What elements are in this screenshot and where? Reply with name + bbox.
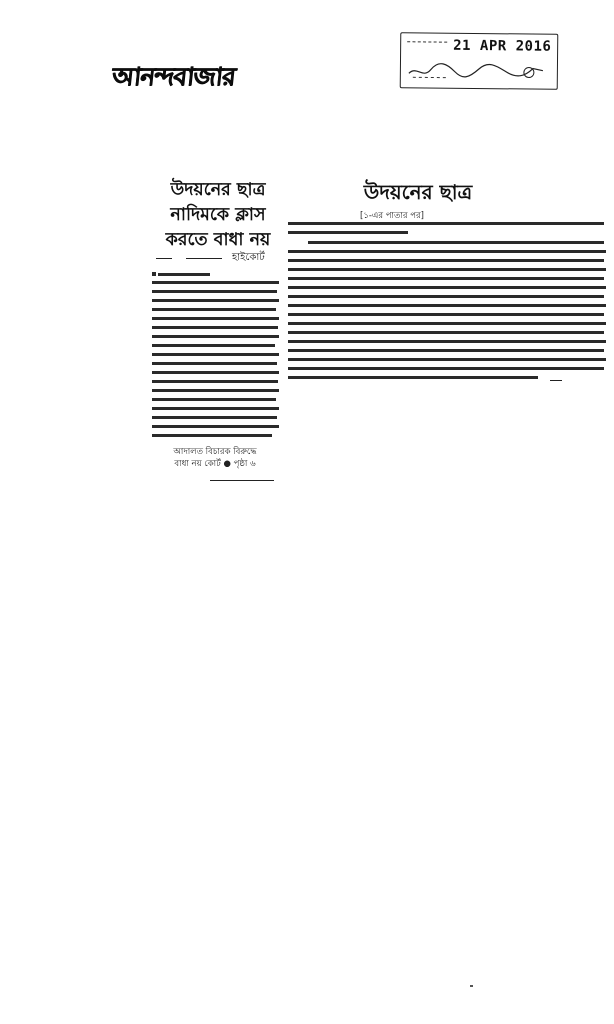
date-stamp (400, 32, 559, 90)
left-clipping-headline (150, 178, 286, 253)
stamp-dashes (407, 41, 447, 42)
footer-line: বাধা নয় কোর্ট ● পৃষ্ঠা ৬ (174, 459, 256, 469)
divider (156, 258, 172, 259)
divider (186, 258, 222, 259)
headline-line: নাদিমকে ক্লাস (170, 205, 266, 225)
left-clipping-footer (154, 446, 276, 470)
headline-line: করতে বাধা নয় (165, 230, 271, 250)
left-clipping-byline: হাইকোর্ট (232, 252, 265, 263)
left-clipping-body-text (152, 270, 279, 442)
divider (550, 380, 562, 381)
stamp-signature (407, 59, 549, 82)
right-clipping-headline: উদয়নের ছাত্র (363, 180, 473, 204)
divider (210, 480, 274, 481)
right-clipping-body-text (288, 222, 608, 382)
newspaper-masthead: আনন্দবাজার (110, 62, 237, 91)
paper-speck (470, 985, 473, 987)
headline-line: উদয়নের ছাত্র (170, 180, 266, 200)
footer-line: আদালত বিচারক বিরুদ্ধে (173, 447, 257, 457)
continuation-marker: [১-এর পাতার পর] (360, 211, 424, 221)
stamp-date: 21 APR 2016 (453, 37, 552, 55)
